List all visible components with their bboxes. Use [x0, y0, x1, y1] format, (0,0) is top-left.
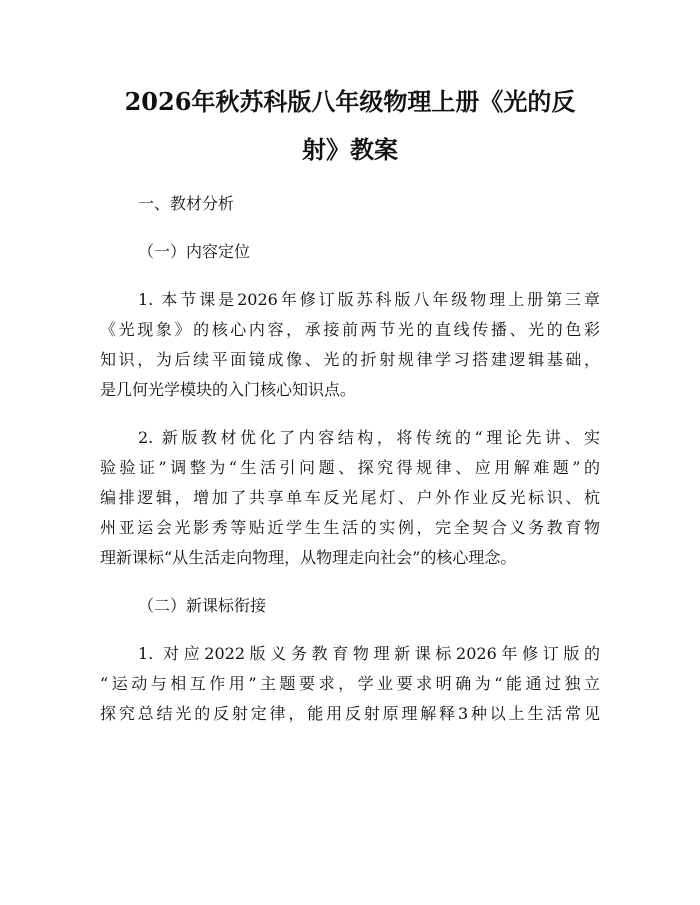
paragraph-2-line-2: 验验证”调整为“生活引问题、探究得规律、应用解难题”的	[100, 458, 600, 477]
paragraph-2-line-1: 2. 新版教材优化了内容结构，将传统的“理论先讲、实	[138, 428, 600, 447]
document-title-line-1: 2026年秋苏科版八年级物理上册《光的反	[124, 87, 576, 116]
subsection-heading-content-positioning: （一）内容定位	[138, 242, 251, 261]
paragraph-2-line-3: 编排逻辑，增加了共享单车反光尾灯、户外作业反光标识、杭	[100, 488, 600, 507]
section-heading-textbook-analysis: 一、教材分析	[138, 194, 235, 213]
paragraph-3-line-2: “运动与相互作用”主题要求，学业要求明确为“能通过独立	[100, 674, 600, 693]
paragraph-1-line-1: 1. 本节课是2026年修订版苏科版八年级物理上册第三章	[138, 290, 600, 309]
paragraph-3-line-3: 探究总结光的反射定律，能用反射原理解释3种以上生活常见	[100, 704, 600, 723]
paragraph-1-line-2: 《光现象》的核心内容，承接前两节光的直线传播、光的色彩	[100, 320, 600, 339]
subsection-heading-curriculum-alignment: （二）新课标衔接	[138, 596, 267, 615]
paragraph-1-line-4: 是几何光学模块的入门核心知识点。	[100, 380, 357, 399]
paragraph-1-line-3: 知识，为后续平面镜成像、光的折射规律学习搭建逻辑基础，	[100, 350, 600, 369]
paragraph-2-line-5: 理新课标“从生活走向物理，从物理走向社会”的核心理念。	[100, 548, 517, 567]
document-title-line-2: 射》教案	[302, 135, 398, 164]
paragraph-2-line-4: 州亚运会光影秀等贴近学生生活的实例，完全契合义务教育物	[100, 518, 600, 537]
paragraph-3-line-1: 1. 对应2022版义务教育物理新课标2026年修订版的	[138, 644, 600, 663]
